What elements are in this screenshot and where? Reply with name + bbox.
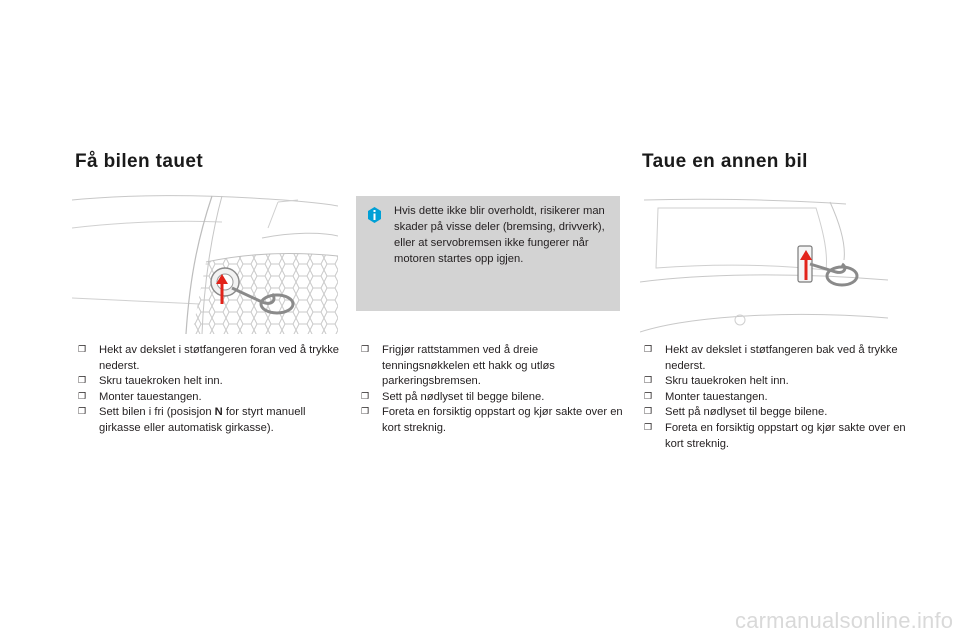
list-item: ❒ Frigjør rattstammen ved å dreie tenningsnøkkelen ett hakk og utløs parkeringsbremsen. (361, 344, 555, 388)
rear-tow-hook-illustration (640, 194, 888, 334)
checkbox-bullet-icon: ❒ (78, 391, 87, 402)
checkbox-bullet-icon: ❒ (644, 345, 653, 355)
list-item: ❒ Skru tauekroken helt inn. (78, 374, 340, 390)
checkbox-bullet-icon: ❒ (78, 407, 87, 418)
list-item: ❒ Hekt av dekslet i støtfangeren bak ved å trykke nederst. (644, 344, 898, 372)
towing-another-car-steps (644, 343, 906, 452)
checkbox-bullet-icon: ❒ (644, 407, 653, 418)
checkbox-bullet-icon: ❒ (644, 391, 653, 402)
towing-common-steps (361, 343, 623, 437)
checkbox-bullet-icon: ❒ (361, 391, 370, 402)
list-item: ❒ Sett på nødlyset til begge bilene. (644, 405, 906, 421)
list-item: ❒ Monter tauestangen. (78, 390, 340, 406)
checkbox-bullet-icon: ❒ (361, 407, 370, 418)
checkbox-bullet-icon: ❒ (644, 376, 653, 387)
list-item: ❒ Sett på nødlyset til begge bilene. (361, 390, 623, 406)
watermark: carmanualsonline.info (735, 608, 954, 633)
section-title-front-towing: Få bilen tauet (75, 151, 204, 172)
checkbox-bullet-icon: ❒ (78, 376, 87, 387)
checkbox-bullet-icon: ❒ (644, 422, 653, 433)
list-item: ❒ Foreta en forsiktig oppstart og kjør sakte over en kort streknig. (644, 421, 906, 450)
section-title-towing-another-car: Taue en annen bil (642, 151, 808, 172)
list-item: ❒ Monter tauestangen. (644, 390, 906, 406)
list-item: ❒ Foreta en forsiktig oppstart og kjør sakte over en kort streknig. (361, 406, 623, 434)
checkbox-bullet-icon: ❒ (361, 345, 370, 355)
info-warning-text: Hvis dette ikke blir overholdt, risikerer man skader på visse deler (bremsing, drivverk), eller at servobremsen ikke fungerer når motoren startes opp igjen. (394, 205, 605, 265)
checkbox-bullet-icon: ❒ (78, 345, 87, 355)
list-item: ❒ Skru tauekroken helt inn. (644, 374, 906, 390)
list-item: ❒ Hekt av dekslet i støtfangeren foran ved å trykke nederst. (78, 344, 340, 372)
info-icon (368, 207, 381, 223)
front-tow-hook-illustration (72, 192, 338, 334)
front-towing-steps (78, 343, 340, 437)
list-item: ❒ Sett bilen i fri (posisjon N for styrt manuell girkasse eller automatisk girkasse). (78, 406, 306, 434)
